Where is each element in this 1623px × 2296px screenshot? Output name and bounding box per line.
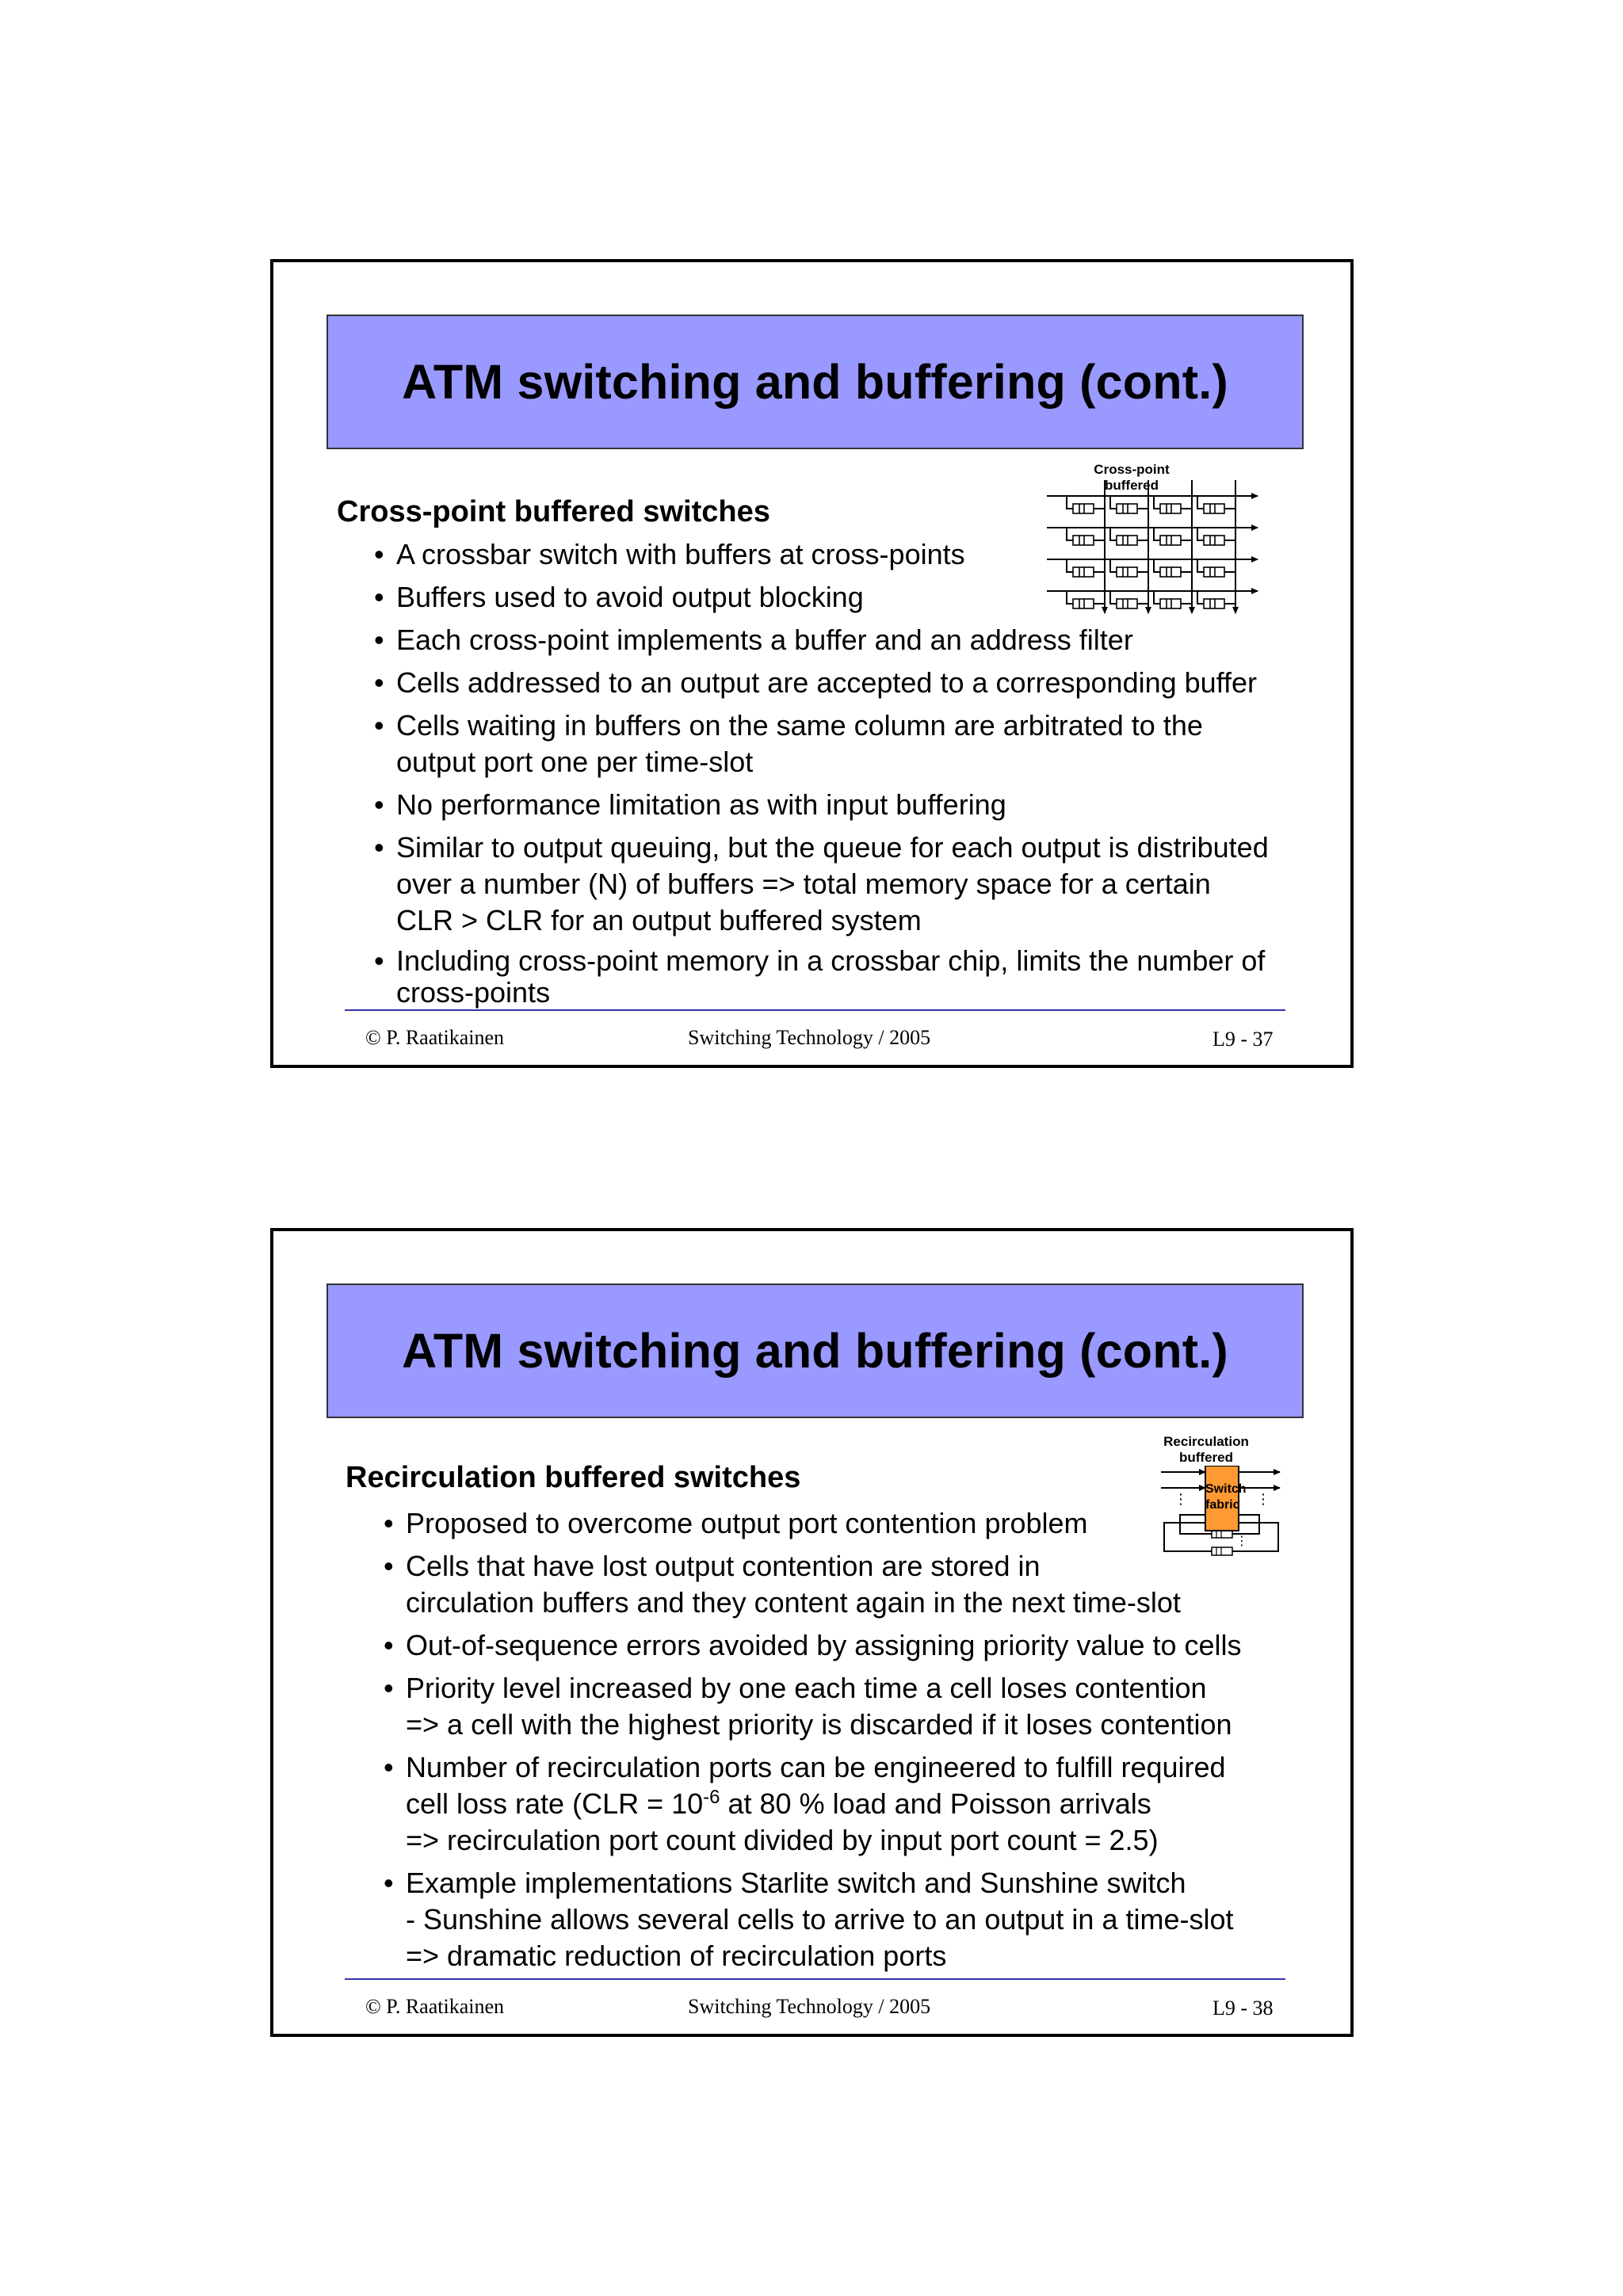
slide-37 xyxy=(270,259,1354,1068)
footer-author: © P. Raatikainen xyxy=(365,1026,505,1049)
bullet-text-superscript: -6 xyxy=(703,1787,720,1808)
footer-rule xyxy=(345,1009,1285,1011)
buffer-tap xyxy=(1110,496,1117,509)
diagram-label: Cross-point buffered xyxy=(1094,462,1170,493)
bullet-item xyxy=(384,1865,1335,1974)
section-heading: Recirculation buffered switches xyxy=(346,1461,801,1494)
diagram-label xyxy=(1151,1434,1262,1466)
bullet-text: • Out-of-sequence errors avoided by assigning priority value to cells xyxy=(406,1629,1242,1661)
bullet-text: • Each cross-point implements a buffer and an address filter xyxy=(396,624,1133,656)
bullet-text: • Proposed to overcome output port contention problem xyxy=(406,1507,1088,1539)
slide-38 xyxy=(270,1228,1354,2037)
bullet-list xyxy=(384,1505,1335,1981)
bullet-text: CLR > CLR for an output buffered system xyxy=(396,904,922,936)
bullet-item xyxy=(384,1548,1335,1621)
bullet-text: • Number of recirculation ports can be engineered to fulfill required xyxy=(406,1751,1226,1783)
crosspoint-buffer xyxy=(1160,504,1181,513)
svg-text:⋮: ⋮ xyxy=(1174,1491,1188,1508)
footer-page-number: L9 - 38 xyxy=(1212,1997,1274,2019)
bullet-item xyxy=(374,945,1341,1009)
buffer-tap xyxy=(1154,496,1160,509)
bullet-item xyxy=(384,1505,1335,1542)
bullet-text: • Cells that have lost output contention are stored in xyxy=(406,1550,1041,1582)
bullet-item xyxy=(374,830,1341,939)
bullet-text: • Buffers used to avoid output blocking xyxy=(396,581,864,613)
footer-course: Switching Technology / 2005 xyxy=(688,1995,931,2018)
svg-text:⋮: ⋮ xyxy=(1235,1533,1248,1548)
diagram-label-line: Recirculation xyxy=(1163,1434,1249,1449)
bullet-text: circulation buffers and they content again in the next time-slot xyxy=(406,1586,1181,1619)
crosspoint-buffer xyxy=(1117,504,1137,513)
bullet-item xyxy=(384,1670,1335,1743)
bullet-text: • Cells addressed to an output are accepted to a corresponding buffer xyxy=(396,666,1258,699)
bullet-text: - Sunshine allows several cells to arrive to an output in a time-slot xyxy=(406,1903,1234,1936)
bullet-text: • A crossbar switch with buffers at cross-points xyxy=(396,538,965,570)
buffer-tap xyxy=(1197,496,1204,509)
bullet-text: => recirculation port count divided by input port count = 2.5) xyxy=(406,1824,1159,1856)
slide-title: ATM switching and buffering (cont.) xyxy=(402,355,1228,409)
bullet-text: • Example implementations Starlite switch and Sunshine switch xyxy=(406,1867,1186,1899)
bullet-item xyxy=(384,1749,1335,1859)
footer-course: Switching Technology / 2005 xyxy=(688,1026,931,1049)
bullet-text: => a cell with the highest priority is discarded if it loses contention xyxy=(406,1708,1232,1741)
bullet-item xyxy=(384,1627,1335,1664)
slide-title: ATM switching and buffering (cont.) xyxy=(402,1324,1228,1378)
section-heading: Cross-point buffered switches xyxy=(337,495,770,528)
bullet-text-part: at 80 % load and Poisson arrivals xyxy=(720,1787,1151,1820)
bullet-text: output port one per time-slot xyxy=(396,746,754,778)
slide-title-box xyxy=(327,1283,1304,1418)
footer-rule xyxy=(345,1978,1285,1980)
switch-fabric-label-line: Switch xyxy=(1205,1482,1247,1496)
bullet-text: • Similar to output queuing, but the queue for each output is distributed xyxy=(396,831,1269,864)
bullet-text: => dramatic reduction of recirculation ports xyxy=(406,1939,947,1972)
bullet-item xyxy=(374,787,1341,823)
bullet-text: • Cells waiting in buffers on the same column are arbitrated to the xyxy=(396,709,1203,742)
crosspoint-buffer xyxy=(1204,504,1224,513)
crosspoint-buffer xyxy=(1073,504,1094,513)
bullet-item xyxy=(374,707,1341,780)
bullet-item xyxy=(374,622,1341,658)
bullet-item xyxy=(374,579,1341,616)
diagram-label-line: buffered xyxy=(1179,1450,1233,1465)
footer-author: © P. Raatikainen xyxy=(365,1995,505,2018)
svg-text:⋮: ⋮ xyxy=(1256,1491,1270,1508)
bullet-text: cross-points xyxy=(396,976,551,1009)
bullet-list xyxy=(374,536,1341,1015)
bullet-text: • Priority level increased by one each time a cell loses contention xyxy=(406,1672,1207,1704)
bullet-text: • Including cross-point memory in a crossbar chip, limits the number of xyxy=(396,944,1266,977)
footer-page-number: L9 - 37 xyxy=(1212,1028,1274,1051)
bullet-text: over a number (N) of buffers => total memory space for a certain xyxy=(396,868,1211,900)
switch-fabric-label-line: fabric xyxy=(1205,1498,1240,1512)
buffer-tap xyxy=(1067,496,1073,509)
bullet-item xyxy=(374,665,1341,701)
bullet-text: • No performance limitation as with input buffering xyxy=(396,788,1006,821)
bullet-text xyxy=(406,1786,1335,1822)
bullet-item xyxy=(374,536,1341,573)
slide-title-box xyxy=(327,315,1304,449)
bullet-text-part: cell loss rate (CLR = 10 xyxy=(406,1787,704,1820)
